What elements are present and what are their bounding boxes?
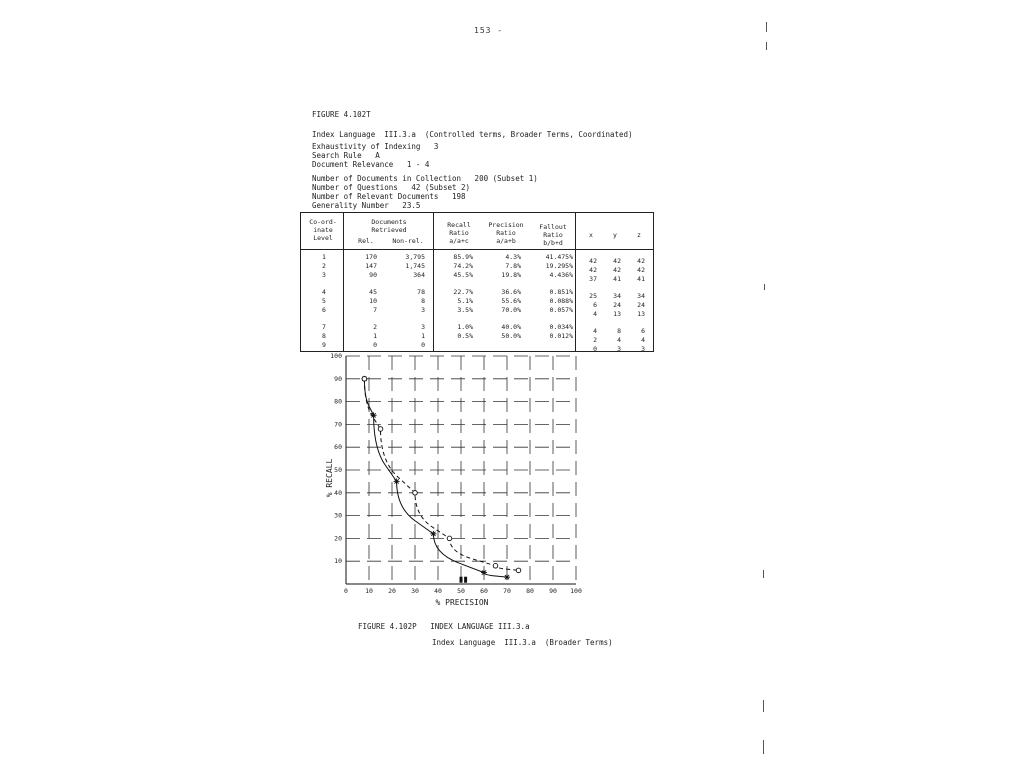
y-tick-label: 30 xyxy=(334,511,342,520)
figure-caption: FIGURE 4.102P INDEX LANGUAGE III.3.a xyxy=(358,622,530,631)
header-line: Exhaustivity of Indexing 3 xyxy=(312,142,439,151)
table-rule xyxy=(301,249,653,250)
header-line: Generality Number 23.5 xyxy=(312,201,421,210)
header-recall: Recall Ratio a/a+c xyxy=(447,221,471,245)
y-axis-label: % RECALL xyxy=(325,458,334,498)
y-tick-label: 60 xyxy=(334,443,342,452)
axis-marker xyxy=(464,577,467,583)
series-line xyxy=(364,379,507,577)
header-line: Document Relevance 1 - 4 xyxy=(312,160,430,169)
x-tick-label: 90 xyxy=(549,587,557,595)
x-tick-label: 100 xyxy=(570,587,582,595)
circle-point xyxy=(493,563,498,568)
column-x: 42 42 37 25 6 4 4 2 0 xyxy=(589,257,597,353)
star-point xyxy=(430,531,436,537)
header-level: Co-ord- inate Level xyxy=(309,218,337,242)
margin-mark xyxy=(766,22,767,32)
header-fallout: Fallout Ratio b/b+d xyxy=(539,223,567,247)
column-fallout: 41.475% 19.295% 4.436% 0.851% 0.088% 0.057% 0.034% 0.012% xyxy=(545,253,573,341)
margin-mark xyxy=(763,700,764,712)
recall-precision-chart xyxy=(318,350,588,612)
y-tick-label: 10 xyxy=(334,557,342,566)
x-axis-label: % PRECISION xyxy=(435,598,489,607)
header-line: Number of Relevant Documents 198 xyxy=(312,192,466,201)
table-rule xyxy=(433,213,434,351)
header-x: x xyxy=(589,231,593,239)
y-tick-label: 70 xyxy=(334,420,342,429)
column-level: 1 2 3 4 5 6 7 8 9 xyxy=(322,253,326,349)
table-rule xyxy=(343,213,344,351)
header-rel: Rel. xyxy=(358,237,374,245)
circle-point xyxy=(516,568,521,573)
x-tick-label: 60 xyxy=(480,587,488,595)
chart-series xyxy=(361,376,520,583)
column-recall: 85.9% 74.2% 45.5% 22.7% 5.1% 3.5% 1.0% 0.5% xyxy=(453,253,473,341)
header-line: Index Language III.3.a (Controlled terms, Broader Terms, Coordinated) xyxy=(312,130,633,139)
x-tick-label: 0 xyxy=(344,587,348,595)
circle-point xyxy=(447,536,452,541)
y-tick-label: 90 xyxy=(334,374,342,383)
margin-mark xyxy=(766,42,767,50)
column-rel: 170 147 90 45 10 7 2 1 0 xyxy=(365,253,377,349)
x-tick-label: 80 xyxy=(526,587,534,595)
chart-ticks xyxy=(330,352,582,595)
header-nonrel: Non-rel. xyxy=(392,237,424,245)
star-point xyxy=(394,478,400,484)
y-tick-label: 100 xyxy=(330,352,342,360)
header-y: y xyxy=(613,231,617,239)
circle-point xyxy=(378,427,383,432)
header-line: Number of Documents in Collection 200 (Subset 1) xyxy=(312,174,538,183)
series-line xyxy=(364,379,518,571)
x-tick-label: 30 xyxy=(411,587,419,595)
page-number: 153 - xyxy=(474,26,504,35)
results-table xyxy=(300,212,654,352)
circle-point xyxy=(362,377,367,382)
header-z: z xyxy=(637,231,641,239)
margin-mark xyxy=(763,740,764,754)
column-precision: 4.3% 7.8% 19.8% 36.6% 55.6% 70.0% 40.0% 50.0% xyxy=(501,253,521,341)
x-tick-label: 50 xyxy=(457,587,465,595)
y-tick-label: 20 xyxy=(334,534,342,543)
y-tick-label: 80 xyxy=(334,397,342,406)
chart-grid xyxy=(346,356,576,584)
margin-mark xyxy=(764,284,765,290)
header-line: Number of Questions 42 (Subset 2) xyxy=(312,183,471,192)
y-tick-label: 50 xyxy=(334,466,342,474)
column-z: 42 42 41 34 24 13 6 4 3 xyxy=(637,257,645,353)
circle-point xyxy=(413,491,418,496)
figure-label: FIGURE 4.102T xyxy=(312,110,371,119)
x-tick-label: 70 xyxy=(503,587,511,595)
table-rule xyxy=(575,213,576,351)
header-line: Search Rule A xyxy=(312,151,380,160)
margin-mark xyxy=(763,570,764,578)
header-documents: Documents Retrieved xyxy=(371,218,407,234)
header-precision: Precision Ratio a/a+b xyxy=(488,221,524,245)
star-point xyxy=(481,570,487,576)
x-tick-label: 10 xyxy=(365,587,373,595)
figure-subcaption: Index Language III.3.a (Broader Terms) xyxy=(432,638,613,647)
x-tick-label: 40 xyxy=(434,587,442,595)
y-tick-label: 40 xyxy=(334,488,342,497)
column-y: 42 42 41 34 24 13 8 4 3 xyxy=(613,257,621,353)
column-nonrel: 3,795 1,745 364 78 8 3 3 1 0 xyxy=(405,253,425,349)
x-tick-label: 20 xyxy=(388,587,396,595)
star-point xyxy=(504,574,510,580)
axis-marker xyxy=(460,577,463,583)
